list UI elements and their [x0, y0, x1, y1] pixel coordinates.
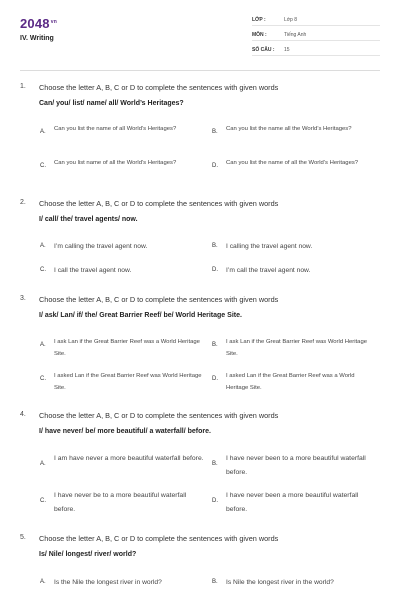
meta-value: 15 [284, 47, 290, 53]
option-letter: A. [40, 461, 46, 467]
question-number: 4. [20, 411, 26, 418]
option-text: I have never been a more beautiful waterfall before. [226, 492, 359, 513]
option-letter: D. [212, 498, 218, 504]
option-letter: D. [212, 376, 218, 382]
meta-label: MÔN : [252, 32, 267, 38]
question-instruction: Choose the letter A, B, C or D to complete the sentences with given words [39, 199, 279, 208]
question-prompt: Can/ you/ list/ name/ all/ World’s Heritages? [39, 100, 184, 107]
option-letter: C. [40, 498, 46, 504]
question-number: 2. [20, 199, 26, 206]
option-letter: B. [212, 579, 218, 585]
meta-label: LỚP : [252, 17, 266, 23]
option-letter: C. [40, 376, 46, 382]
option-text: Can you list the name of all the World’s Heritages? [226, 160, 359, 166]
question-prompt: I/ ask/ Lan/ if/ the/ Great Barrier Reef/ be/ World Heritage Site. [39, 312, 242, 319]
site-logo[interactable] [20, 16, 57, 31]
question-instruction: Choose the letter A, B, C or D to complete the sentences with given words [39, 295, 279, 304]
option-text: I calling the travel agent now. [226, 243, 313, 250]
question-instruction: Choose the letter A, B, C or D to complete the sentences with given words [39, 411, 279, 420]
option-text: Can you list name of all the World’s Heritages? [54, 160, 177, 166]
option-letter: D. [212, 267, 218, 273]
question-prompt: Is/ Nile/ longest/ river/ world? [39, 551, 137, 558]
meta-divider [252, 40, 380, 41]
option-text: I’m call the travel agent now. [226, 267, 311, 274]
option-letter: A. [40, 243, 46, 249]
option-letter: A. [40, 579, 46, 585]
meta-divider [252, 55, 380, 56]
meta-divider [252, 25, 380, 26]
option-text: Can you list the name of all World’s Heritages? [54, 126, 177, 132]
option-letter: B. [212, 243, 218, 249]
option-text: I have never be to a more beautiful waterfall before. [54, 492, 187, 513]
option-text: I ask Lan if the Great Barrier Reef was a World Heritage Site. [54, 339, 200, 357]
option-text: I asked Lan if the Great Barrier Reef was a World Heritage Site. [226, 373, 355, 391]
option-letter: D. [212, 163, 218, 169]
question-instruction: Choose the letter A, B, C or D to complete the sentences with given words [39, 83, 279, 92]
option-letter: B. [212, 129, 218, 135]
option-text: Is Nile the longest river in the world? [226, 579, 334, 586]
section-title: IV. Writing [20, 35, 54, 42]
option-text: I call the travel agent now. [54, 267, 132, 274]
option-text: Can you list the name all the World’s Heritages? [226, 126, 352, 132]
question-prompt: I/ call/ the/ travel agents/ now. [39, 216, 138, 223]
meta-value: Tiếng Anh [284, 32, 307, 38]
option-letter: A. [40, 129, 46, 135]
question-number: 5. [20, 534, 26, 541]
option-letter: C. [40, 163, 46, 169]
question-instruction: Choose the letter A, B, C or D to complete the sentences with given words [39, 534, 279, 543]
option-letter: B. [212, 461, 218, 467]
meta-value: Lớp 8 [284, 17, 298, 23]
option-text: I am have never a more beautiful waterfall before. [54, 455, 204, 462]
option-text: Is the Nile the longest river in world? [54, 579, 162, 586]
option-text: I ask Lan if the Great Barrier Reef was World Heritage Site. [226, 339, 367, 357]
option-text: I’m calling the travel agent now. [54, 243, 148, 250]
meta-label: SỐ CÂU : [252, 47, 275, 53]
page-header [0, 0, 400, 70]
header-divider [20, 70, 380, 71]
option-letter: C. [40, 267, 46, 273]
option-text: I asked Lan if the Great Barrier Reef was World Heritage Site. [54, 373, 202, 391]
logo-text: 2048 [20, 16, 50, 31]
question-prompt: I/ have never/ be/ more beautiful/ a waterfall/ before. [39, 428, 211, 435]
option-letter: B. [212, 342, 218, 348]
logo-suffix: vn [50, 19, 57, 25]
option-text: I have never been to a more beautiful waterfall before. [226, 455, 366, 476]
question-number: 3. [20, 295, 26, 302]
question-number: 1. [20, 83, 26, 90]
option-letter: A. [40, 342, 46, 348]
